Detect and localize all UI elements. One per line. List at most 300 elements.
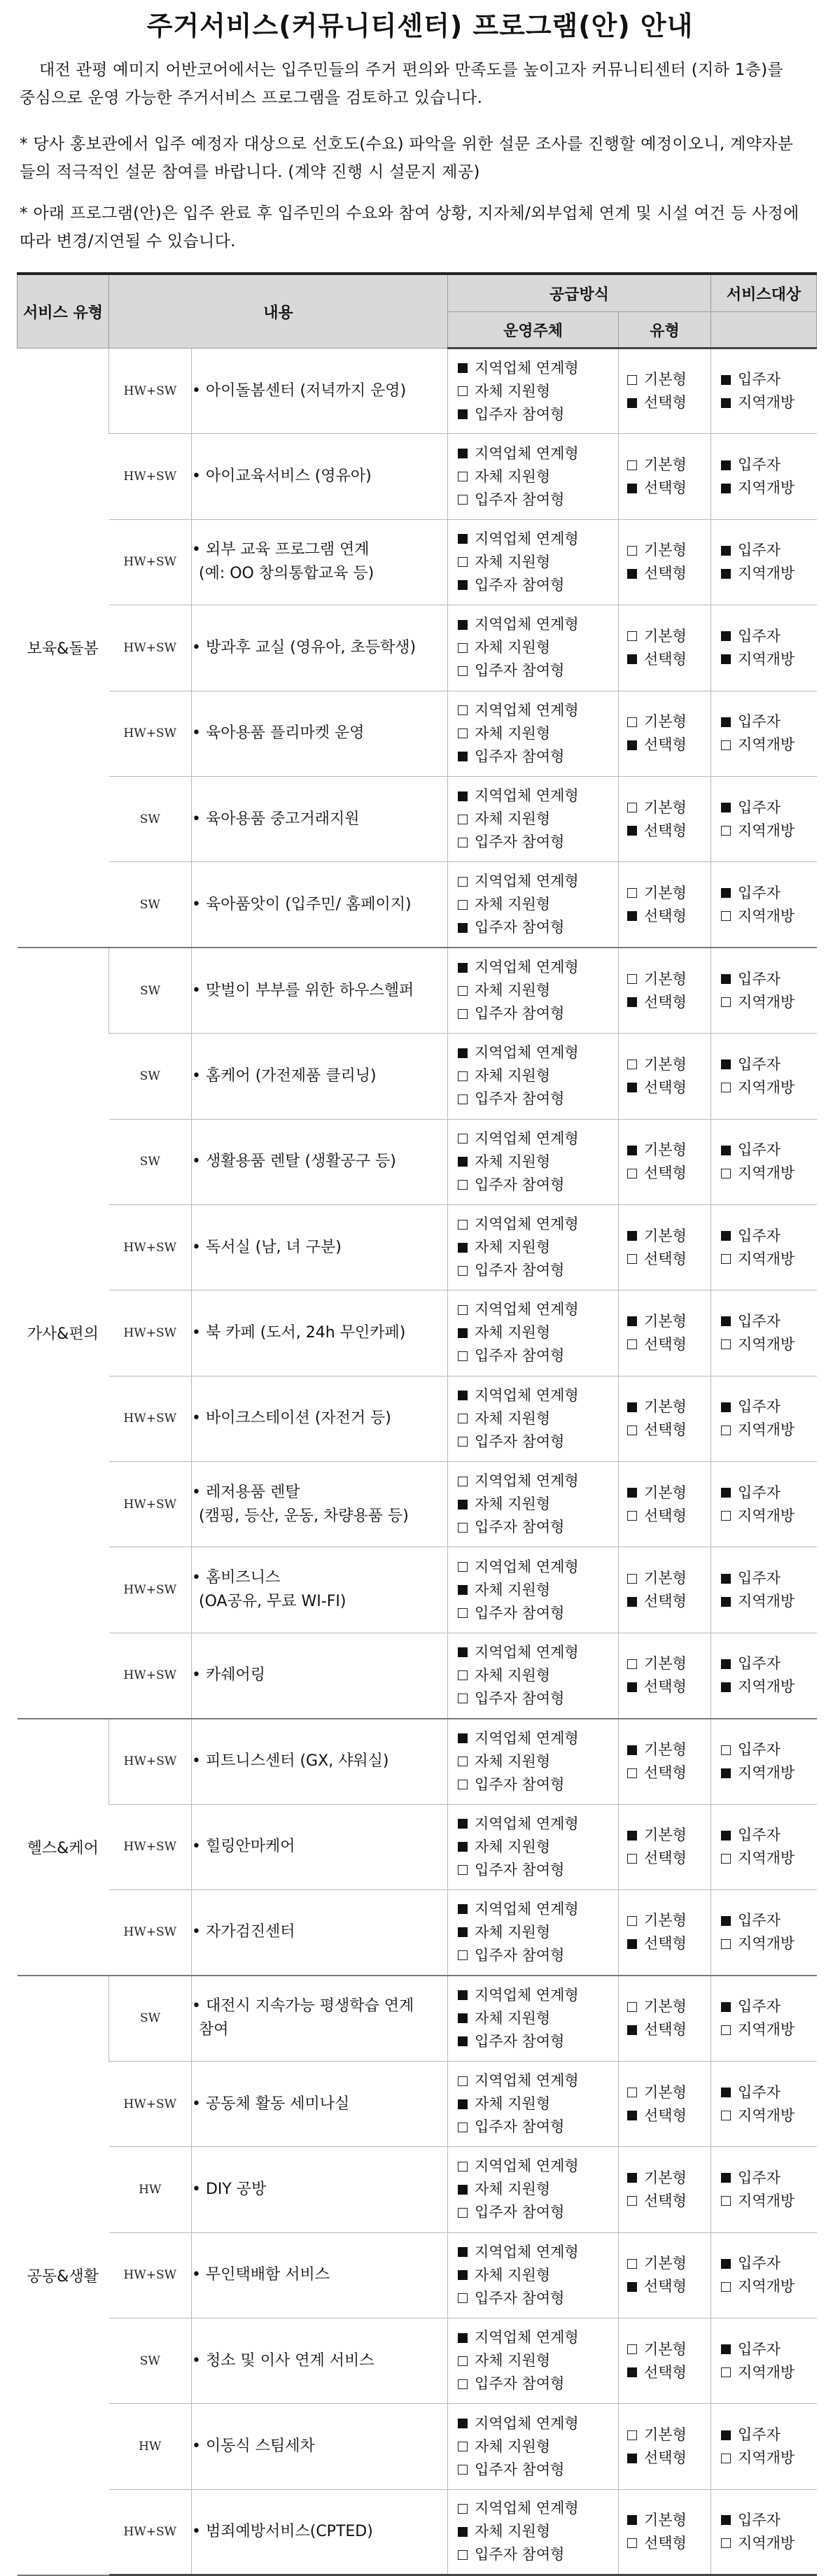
type-options xyxy=(619,368,710,414)
service-content xyxy=(192,605,448,691)
unchecked-box-icon xyxy=(627,460,637,470)
option-label: 기본형 xyxy=(644,2340,687,2358)
option-label: 자체 지원형 xyxy=(475,982,551,999)
service-detail: (예: OO 창의통합교육 등) xyxy=(199,565,374,583)
checked-box-icon xyxy=(458,1585,468,1595)
option-label: 선택형 xyxy=(644,1764,687,1782)
option xyxy=(458,1984,618,2007)
option xyxy=(627,1590,710,1613)
type-cell xyxy=(619,2061,711,2146)
option-label: 입주자 참여형 xyxy=(475,2546,565,2563)
option xyxy=(721,1225,817,1248)
unchecked-box-icon xyxy=(721,2538,731,2548)
checked-box-icon xyxy=(627,1402,637,1412)
unchecked-box-icon xyxy=(721,1254,731,1264)
option xyxy=(458,1516,618,1539)
option xyxy=(721,733,817,756)
option xyxy=(458,1150,618,1174)
option-label: 지역업체 연계형 xyxy=(475,1472,579,1490)
unchecked-box-icon xyxy=(627,1426,637,1435)
option-label: 선택형 xyxy=(644,2021,687,2039)
option xyxy=(721,2252,817,2275)
table-row xyxy=(18,1633,817,1718)
option-label: 입주자 xyxy=(738,1055,780,1073)
table-row xyxy=(18,1119,817,1204)
service-name: • 북 카페 (도서, 24h 무인카페) xyxy=(192,1323,406,1342)
option xyxy=(458,613,618,636)
unchecked-box-icon xyxy=(458,2293,468,2303)
option xyxy=(721,1590,817,1613)
option-label: 입주자 참여형 xyxy=(475,491,565,508)
option xyxy=(721,1909,817,1932)
option-label: 입주자 xyxy=(738,1484,780,1501)
checked-box-icon xyxy=(458,1733,468,1743)
option xyxy=(721,1932,817,1955)
option xyxy=(458,2116,618,2139)
option xyxy=(721,1652,817,1675)
option xyxy=(627,391,710,414)
target-cell xyxy=(711,1204,817,1290)
option-label: 자체 지원형 xyxy=(475,1153,551,1170)
unchecked-box-icon xyxy=(458,2123,468,2132)
option-label: 입주자 xyxy=(738,1655,780,1673)
option xyxy=(627,2167,710,2190)
operator-options xyxy=(448,2241,618,2310)
operator-cell xyxy=(448,1547,619,1633)
operator-options xyxy=(448,1127,618,1197)
option xyxy=(627,796,710,819)
table-row xyxy=(18,1290,817,1376)
type-cell xyxy=(619,2318,711,2403)
option-label: 자체 지원형 xyxy=(475,724,551,742)
type-options xyxy=(619,968,710,1014)
target-options xyxy=(711,1395,817,1442)
option-label: 선택형 xyxy=(644,2449,687,2467)
unchecked-box-icon xyxy=(458,2208,468,2218)
option xyxy=(458,784,618,808)
option xyxy=(458,1213,618,1236)
checked-box-icon xyxy=(458,580,468,590)
table-row xyxy=(18,1890,817,1976)
option-label: 입주자 참여형 xyxy=(475,1262,565,1279)
target-options xyxy=(711,539,817,585)
option xyxy=(721,1738,817,1761)
target-options xyxy=(711,625,817,671)
operator-cell xyxy=(448,1376,619,1461)
type-options xyxy=(619,1909,710,1955)
option xyxy=(458,1384,618,1407)
service-content xyxy=(192,948,448,1033)
option-label: 기본형 xyxy=(644,713,687,731)
option-label: 입주자 참여형 xyxy=(475,919,565,936)
service-content xyxy=(192,1119,448,1204)
type-cell xyxy=(619,862,711,948)
header-target-blank xyxy=(711,312,817,349)
option xyxy=(721,1076,817,1099)
option-label: 기본형 xyxy=(644,1227,687,1244)
option-label: 입주자 xyxy=(738,456,780,474)
option xyxy=(458,1127,618,1150)
service-content xyxy=(192,2404,448,2489)
option xyxy=(627,1932,710,1955)
checked-box-icon xyxy=(458,363,468,373)
option xyxy=(458,1298,618,1321)
operator-options xyxy=(448,2155,618,2224)
option xyxy=(458,1470,618,1493)
operator-options xyxy=(448,442,618,512)
option-label: 지역업체 연계형 xyxy=(475,1815,579,1832)
checked-box-icon xyxy=(627,2515,637,2525)
option-label: 기본형 xyxy=(644,1741,687,1759)
service-code: HW+SW xyxy=(109,1804,192,1889)
table-row xyxy=(18,1547,817,1633)
unchecked-box-icon xyxy=(627,1916,637,1926)
option-label: 입주자 xyxy=(738,970,780,987)
option-label: 지역개방 xyxy=(738,1335,795,1353)
checked-box-icon xyxy=(627,826,637,836)
unchecked-box-icon xyxy=(458,1071,468,1081)
option-label: 자체 지원형 xyxy=(475,2095,551,2112)
option xyxy=(458,1602,618,1625)
option-label: 지역개방 xyxy=(738,2449,795,2467)
target-options xyxy=(711,1310,817,1356)
checked-box-icon xyxy=(458,1927,468,1937)
checked-box-icon xyxy=(721,2344,731,2354)
type-options xyxy=(619,1738,710,1785)
option xyxy=(627,368,710,391)
operator-cell xyxy=(448,1976,619,2061)
option xyxy=(458,1921,618,1944)
unchecked-box-icon xyxy=(458,1608,468,1618)
option xyxy=(458,1344,618,1367)
option-label: 지역업체 연계형 xyxy=(475,2158,579,2175)
type-options xyxy=(619,2252,710,2298)
service-content xyxy=(192,1376,448,1461)
checked-box-icon xyxy=(721,1146,731,1155)
checked-box-icon xyxy=(627,1831,637,1840)
operator-cell xyxy=(448,1034,619,1119)
service-content xyxy=(192,776,448,861)
option xyxy=(458,1002,618,1025)
option-label: 지역업체 연계형 xyxy=(475,1216,579,1233)
checked-box-icon xyxy=(721,1402,731,1412)
table-row xyxy=(18,862,817,948)
unchecked-box-icon xyxy=(458,1670,468,1680)
unchecked-box-icon xyxy=(458,472,468,481)
option xyxy=(458,831,618,854)
option-label: 입주자 xyxy=(738,2083,780,2101)
unchecked-box-icon xyxy=(458,838,468,847)
table-row xyxy=(18,1719,817,1804)
checked-box-icon xyxy=(458,1819,468,1829)
unchecked-box-icon xyxy=(458,1694,468,1703)
service-name: • 생활용품 렌탈 (생활공구 등) xyxy=(192,1153,396,1171)
option-label: 지역개방 xyxy=(738,2534,795,2552)
option-label: 입주자 참여형 xyxy=(475,1090,565,1108)
operator-cell xyxy=(448,1119,619,1204)
operator-cell xyxy=(448,862,619,948)
option xyxy=(721,1481,817,1505)
option xyxy=(721,882,817,905)
operator-options xyxy=(448,528,618,597)
service-name: • 자가검진센터 xyxy=(192,1923,295,1941)
option xyxy=(458,2264,618,2287)
target-options xyxy=(711,2509,817,2555)
page-title: 주거서비스(커뮤니티센터) 프로그램(안) 안내 xyxy=(146,10,694,41)
option xyxy=(458,1493,618,1516)
service-code: HW+SW xyxy=(109,2489,192,2575)
service-name: • 방과후 교실 (영유아, 초등학생) xyxy=(192,638,416,656)
option-label: 자체 지원형 xyxy=(475,2266,551,2283)
option xyxy=(721,2423,817,2447)
checked-box-icon xyxy=(458,620,468,630)
option-label: 지역업체 연계형 xyxy=(475,701,579,719)
unchecked-box-icon xyxy=(458,1009,468,1019)
unchecked-box-icon xyxy=(721,997,731,1007)
option xyxy=(721,1333,817,1356)
checked-box-icon xyxy=(627,1488,637,1498)
target-options xyxy=(711,453,817,500)
option-label: 입주자 xyxy=(738,713,780,731)
service-name: • 이동식 스팀세차 xyxy=(192,2437,315,2456)
option-label: 자체 지원형 xyxy=(475,2523,551,2540)
checked-box-icon xyxy=(627,1745,637,1755)
operator-options xyxy=(448,2412,618,2482)
checked-box-icon xyxy=(627,484,637,493)
option-label: 입주자 참여형 xyxy=(475,2204,565,2221)
option-label: 지역개방 xyxy=(738,1250,795,1267)
option xyxy=(458,1088,618,1111)
option xyxy=(458,2155,618,2178)
unchecked-box-icon xyxy=(721,2282,731,2292)
service-code: SW xyxy=(109,1119,192,1204)
checked-box-icon xyxy=(627,569,637,579)
option xyxy=(458,2497,618,2520)
service-detail: (OA공유, 무료 WI-FI) xyxy=(199,1593,346,1611)
service-name: • 대전시 지속가능 평생학습 연계 xyxy=(192,1997,414,2015)
unchecked-box-icon xyxy=(627,1339,637,1349)
operator-cell xyxy=(448,1290,619,1376)
operator-options xyxy=(448,2069,618,2139)
option xyxy=(721,1139,817,1162)
unchecked-box-icon xyxy=(721,1511,731,1521)
type-options xyxy=(619,1995,710,2041)
checked-box-icon xyxy=(458,2333,468,2343)
option xyxy=(721,1248,817,1271)
option xyxy=(721,1505,817,1528)
option-label: 지역업체 연계형 xyxy=(475,1044,579,1062)
option-label: 입주자 xyxy=(738,371,780,388)
service-content xyxy=(192,2232,448,2318)
checked-box-icon xyxy=(721,2259,731,2269)
service-content xyxy=(192,2061,448,2146)
option xyxy=(721,1419,817,1442)
option xyxy=(627,733,710,756)
checked-box-icon xyxy=(721,484,731,493)
checked-box-icon xyxy=(721,546,731,556)
option-label: 입주자 참여형 xyxy=(475,1775,565,1793)
option xyxy=(458,2030,618,2053)
service-content xyxy=(192,519,448,605)
option xyxy=(721,796,817,819)
service-name: • 아이돌봄센터 (저녁까지 운영) xyxy=(192,381,407,400)
checked-box-icon xyxy=(721,1682,731,1692)
option xyxy=(627,2447,710,2470)
option xyxy=(627,562,710,585)
service-content xyxy=(192,1719,448,1804)
option xyxy=(627,625,710,648)
option xyxy=(458,1641,618,1664)
type-options xyxy=(619,1567,710,1613)
table-row xyxy=(18,1376,817,1461)
service-code: HW+SW xyxy=(109,2232,192,2318)
target-options xyxy=(711,968,817,1014)
option xyxy=(627,2423,710,2447)
option-label: 기본형 xyxy=(644,884,687,901)
operator-options xyxy=(448,1213,618,1282)
table-row xyxy=(18,1976,817,2061)
type-cell xyxy=(619,1290,711,1376)
type-options xyxy=(619,1824,710,1870)
option xyxy=(721,710,817,733)
service-code: SW xyxy=(109,1034,192,1119)
type-cell xyxy=(619,1376,711,1461)
unchecked-box-icon xyxy=(458,900,468,910)
option xyxy=(458,2007,618,2030)
option xyxy=(721,1395,817,1419)
option-label: 입주자 참여형 xyxy=(475,662,565,680)
unchecked-box-icon xyxy=(458,815,468,824)
option xyxy=(458,745,618,768)
option xyxy=(721,2190,817,2213)
option-label: 입주자 참여형 xyxy=(475,1689,565,1707)
checked-box-icon xyxy=(721,1488,731,1498)
unchecked-box-icon xyxy=(458,2356,468,2366)
option-label: 입주자 xyxy=(738,1912,780,1929)
operator-cell xyxy=(448,1204,619,1290)
header-target: 서비스대상 xyxy=(711,274,817,312)
target-options xyxy=(711,1652,817,1698)
checked-box-icon xyxy=(721,1231,731,1241)
type-cell xyxy=(619,1633,711,1718)
target-cell xyxy=(711,776,817,861)
option xyxy=(627,1053,710,1076)
option-label: 선택형 xyxy=(644,1935,687,1952)
option xyxy=(458,488,618,512)
service-name: • 청소 및 이사 연계 서비스 xyxy=(192,2351,374,2370)
type-options xyxy=(619,2167,710,2213)
unchecked-box-icon xyxy=(627,1768,637,1778)
target-options xyxy=(711,1738,817,1785)
option-label: 입주자 xyxy=(738,2340,780,2358)
option-label: 자체 지원형 xyxy=(475,1239,551,1256)
option xyxy=(721,2167,817,2190)
option xyxy=(721,2018,817,2041)
option xyxy=(458,2435,618,2458)
option-label: 지역개방 xyxy=(738,1593,795,1610)
service-name: • 힐링안마케어 xyxy=(192,1838,295,1856)
checked-box-icon xyxy=(458,2099,468,2109)
option xyxy=(627,453,710,477)
target-options xyxy=(711,1139,817,1185)
unchecked-box-icon xyxy=(458,1757,468,1766)
option xyxy=(627,710,710,733)
option-label: 지역개방 xyxy=(738,1935,795,1952)
target-options xyxy=(711,1225,817,1271)
option-label: 선택형 xyxy=(644,907,687,924)
option xyxy=(721,648,817,671)
checked-box-icon xyxy=(458,1157,468,1167)
option-label: 지역업체 연계형 xyxy=(475,1643,579,1661)
option xyxy=(458,1236,618,1259)
unchecked-box-icon xyxy=(458,666,468,676)
service-name: • 홈케어 (가전제품 클리닝) xyxy=(192,1067,377,1085)
unchecked-box-icon xyxy=(721,2454,731,2463)
option-label: 입주자 참여형 xyxy=(475,1176,565,1193)
table-row xyxy=(18,605,817,691)
service-content xyxy=(192,2489,448,2575)
target-cell xyxy=(711,1804,817,1889)
service-code: HW+SW xyxy=(109,605,192,691)
option-label: 선택형 xyxy=(644,2534,687,2552)
checked-box-icon xyxy=(458,409,468,419)
checked-box-icon xyxy=(458,2270,468,2280)
target-cell xyxy=(711,862,817,948)
service-detail: (캠핑, 등산, 운동, 차량용품 등) xyxy=(199,1507,409,1525)
operator-options xyxy=(448,1984,618,2053)
service-name: • 레저용품 렌탈 xyxy=(192,1483,300,1501)
unchecked-box-icon xyxy=(627,2196,637,2206)
checked-box-icon xyxy=(721,398,731,408)
checked-box-icon xyxy=(721,375,731,385)
service-content xyxy=(192,2318,448,2403)
option-label: 자체 지원형 xyxy=(475,2181,551,2198)
option xyxy=(627,648,710,671)
checked-box-icon xyxy=(721,2088,731,2097)
table-row xyxy=(18,948,817,1033)
operator-cell xyxy=(448,691,619,776)
target-options xyxy=(711,1995,817,2041)
option-label: 입주자 xyxy=(738,542,780,559)
option-label: 지역개방 xyxy=(738,1078,795,1096)
table-row xyxy=(18,2061,817,2146)
service-code: HW+SW xyxy=(109,349,192,434)
type-cell xyxy=(619,1034,711,1119)
option-label: 자체 지원형 xyxy=(475,2437,551,2455)
option xyxy=(721,2532,817,2555)
option-label: 기본형 xyxy=(644,1055,687,1073)
type-cell xyxy=(619,1890,711,1976)
type-options xyxy=(619,1310,710,1356)
option-label: 입주자 참여형 xyxy=(475,1861,565,1878)
option-label: 기본형 xyxy=(644,1570,687,1587)
option-label: 지역개방 xyxy=(738,1678,795,1696)
option xyxy=(458,2069,618,2092)
unchecked-box-icon xyxy=(627,888,637,898)
option xyxy=(458,2520,618,2543)
option xyxy=(458,636,618,659)
target-cell xyxy=(711,1290,817,1376)
option-label: 기본형 xyxy=(644,2083,687,2101)
checked-box-icon xyxy=(458,2013,468,2023)
type-cell xyxy=(619,2404,711,2489)
operator-options xyxy=(448,1556,618,1625)
option xyxy=(458,808,618,831)
option-label: 선택형 xyxy=(644,1507,687,1524)
option xyxy=(458,870,618,893)
service-code: HW+SW xyxy=(109,1719,192,1804)
option-label: 자체 지원형 xyxy=(475,896,551,913)
